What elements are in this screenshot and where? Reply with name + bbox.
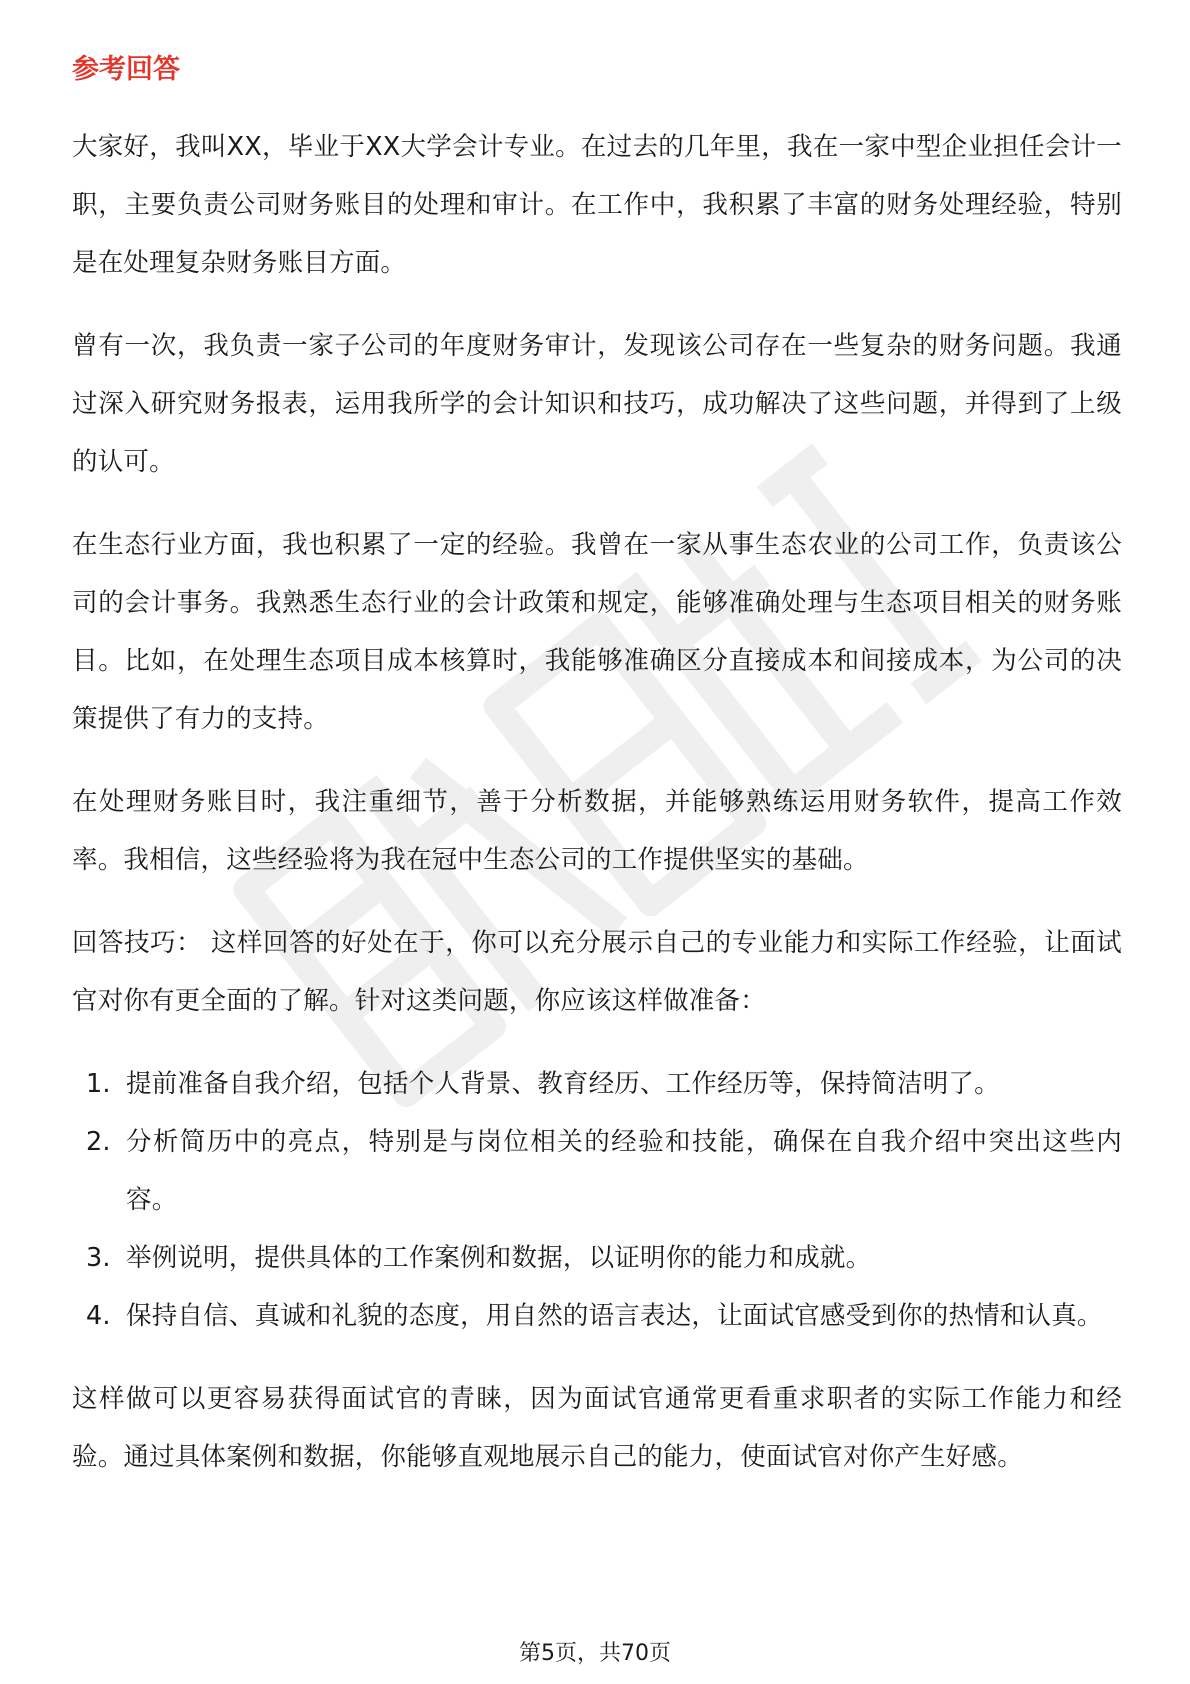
list-item-text: 提前准备自我介绍，包括个人背景、教育经历、工作经历等，保持简洁明了。 bbox=[126, 1069, 1000, 1099]
list-item-number: 3. bbox=[86, 1243, 111, 1273]
intro-paragraph: 大家好，我叫XX，毕业于XX大学会计专业。在过去的几年里，我在一家中型企业担任会计一职，主要负责公司财务账目的处理和审计。在工作中，我积累了丰富的财务处理经验，特别是在处理复杂财务账目方面。 bbox=[72, 132, 1122, 278]
list-item bbox=[72, 1287, 1122, 1345]
tips-intro-paragraph: 回答技巧： 这样回答的好处在于，你可以充分展示自己的专业能力和实际工作经验，让面试官对你有更全面的了解。针对这类问题，你应该这样做准备： bbox=[72, 928, 1122, 1016]
document-content bbox=[72, 44, 1122, 1511]
list-item-text: 举例说明，提供具体的工作案例和数据，以证明你的能力和成就。 bbox=[126, 1243, 872, 1273]
list-item-number: 1. bbox=[86, 1069, 111, 1099]
list-item-number: 4. bbox=[86, 1301, 111, 1331]
industry-paragraph: 在生态行业方面，我也积累了一定的经验。我曾在一家从事生态农业的公司工作，负责该公司的会计事务。我熟悉生态行业的会计政策和规定，能够准确处理与生态项目相关的财务账目。比如，在处理生态项目成本核算时，我能够准确区分直接成本和间接成本，为公司的决策提供了有力的支持。 bbox=[72, 530, 1122, 734]
experience-paragraph: 曾有一次，我负责一家子公司的年度财务审计，发现该公司存在一些复杂的财务问题。我通过深入研究财务报表，运用我所学的会计知识和技巧，成功解决了这些问题，并得到了上级的认可。 bbox=[72, 331, 1122, 477]
section-title: 参考回答 bbox=[72, 54, 180, 85]
list-item-text: 保持自信、真诚和礼貌的态度，用自然的语言表达，让面试官感受到你的热情和认真。 bbox=[126, 1301, 1103, 1331]
list-item-text: 分析简历中的亮点，特别是与岗位相关的经验和技能，确保在自我介绍中突出这些内容。 bbox=[126, 1127, 1122, 1215]
list-item bbox=[72, 1113, 1122, 1229]
list-item-number: 2. bbox=[86, 1127, 111, 1157]
skills-paragraph: 在处理财务账目时，我注重细节，善于分析数据，并能够熟练运用财务软件，提高工作效率。我相信，这些经验将为我在冠中生态公司的工作提供坚实的基础。 bbox=[72, 787, 1122, 875]
page-number-footer: 第5页，共70页 bbox=[519, 1641, 671, 1666]
conclusion-paragraph: 这样做可以更容易获得面试官的青睐，因为面试官通常更看重求职者的实际工作能力和经验。通过具体案例和数据，你能够直观地展示自己的能力，使面试官对你产生好感。 bbox=[72, 1384, 1122, 1472]
list-item bbox=[72, 1229, 1122, 1287]
list-item bbox=[72, 1055, 1122, 1113]
tips-list bbox=[72, 1055, 1122, 1345]
